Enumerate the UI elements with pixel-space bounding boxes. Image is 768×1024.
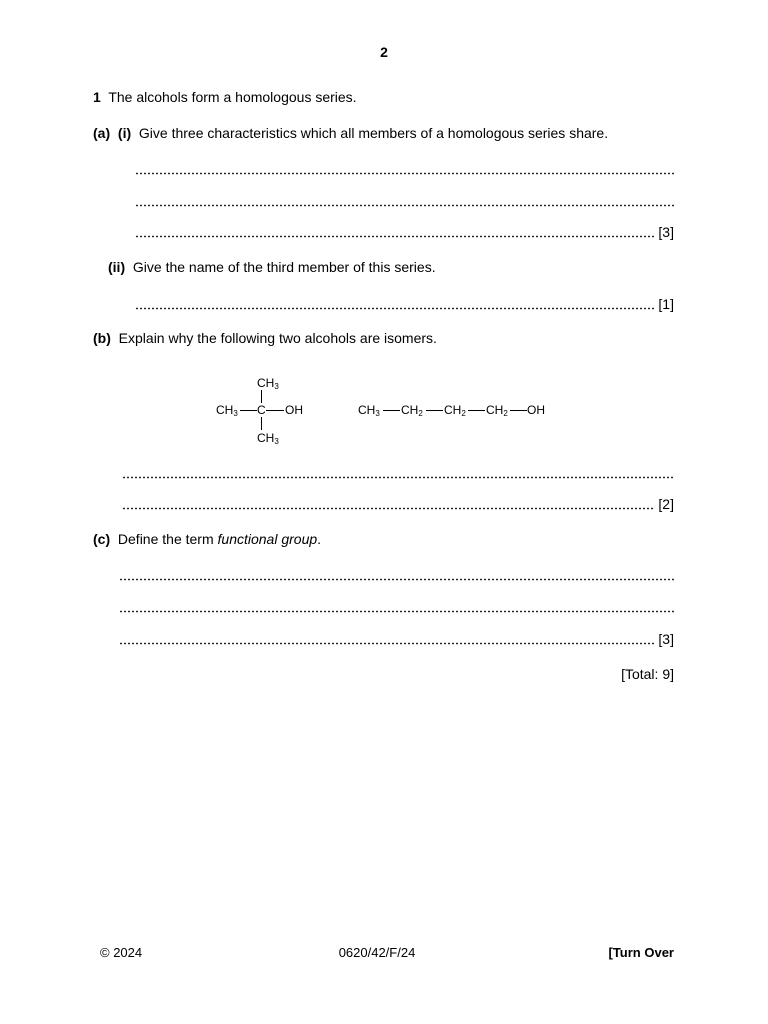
chain-bond-4 xyxy=(510,410,527,411)
footer-paper-code: 0620/42/F/24 xyxy=(338,945,416,960)
answer-line[interactable] xyxy=(119,599,674,615)
chain-bond-3 xyxy=(468,410,485,411)
bond-vertical-bottom xyxy=(261,417,262,430)
chain-bond-2 xyxy=(426,410,443,411)
part-a-i-text: Give three characteristics which all members of a homologous series share. xyxy=(138,125,609,141)
total-marks: [Total: 9] xyxy=(621,666,674,682)
central-carbon: C xyxy=(257,403,266,417)
footer-copyright: © 2024 xyxy=(100,945,143,960)
part-b-text: Explain why the following two alcohols are isomers. xyxy=(118,330,437,346)
answer-line[interactable] xyxy=(122,496,674,512)
part-c-label: (c) xyxy=(93,531,111,547)
methyl-group-bottom: $CH_3$ xyxy=(257,431,279,446)
part-a-label: (a) xyxy=(93,125,111,141)
answer-line[interactable] xyxy=(119,567,674,583)
chain-group-3: $CH_2$ xyxy=(444,403,466,418)
part-a-ii-prompt xyxy=(108,259,436,275)
part-b-label: (b) xyxy=(93,330,111,346)
methyl-group-left: $CH_3$ xyxy=(216,403,238,418)
part-a-i-label: (i) xyxy=(117,125,132,141)
marks-label: [2] xyxy=(658,496,674,512)
bond-left xyxy=(240,410,257,411)
answer-line[interactable] xyxy=(135,193,674,209)
chain-bond-1 xyxy=(383,410,400,411)
part-a-ii-text: Give the name of the third member of this series. xyxy=(132,259,436,275)
part-c-term: functional group xyxy=(217,531,318,547)
marks-label: [3] xyxy=(658,224,674,240)
part-b-prompt xyxy=(93,330,437,346)
bond-vertical-top xyxy=(261,390,262,403)
page-number: 2 xyxy=(380,44,388,60)
answer-line[interactable] xyxy=(135,224,674,240)
methyl-group-top: $CH_3$ xyxy=(257,376,279,391)
footer-turn-over: [Turn Over xyxy=(608,945,674,960)
hydroxyl-group: OH xyxy=(285,403,303,417)
answer-line[interactable] xyxy=(135,296,674,312)
question-number: 1 xyxy=(93,89,101,105)
chain-hydroxyl: OH xyxy=(527,403,545,417)
part-c-prompt xyxy=(93,531,321,547)
question-1-stem xyxy=(93,89,357,105)
answer-line[interactable] xyxy=(135,161,674,177)
answer-line[interactable] xyxy=(122,465,674,481)
chain-group-4: $CH_2$ xyxy=(486,403,508,418)
part-a-ii-label: (ii) xyxy=(108,259,126,275)
answer-line[interactable] xyxy=(119,631,674,647)
part-c-text: Define the term xyxy=(117,531,218,547)
bond-right xyxy=(266,410,284,411)
marks-label: [1] xyxy=(658,296,674,312)
marks-label: [3] xyxy=(658,631,674,647)
chain-group-1: $CH_3$ xyxy=(358,403,380,418)
question-stem-text: The alcohols form a homologous series. xyxy=(108,89,357,105)
part-c-text-end: . xyxy=(317,531,322,547)
part-a-i-prompt xyxy=(93,125,608,141)
chain-group-2: $CH_2$ xyxy=(401,403,423,418)
